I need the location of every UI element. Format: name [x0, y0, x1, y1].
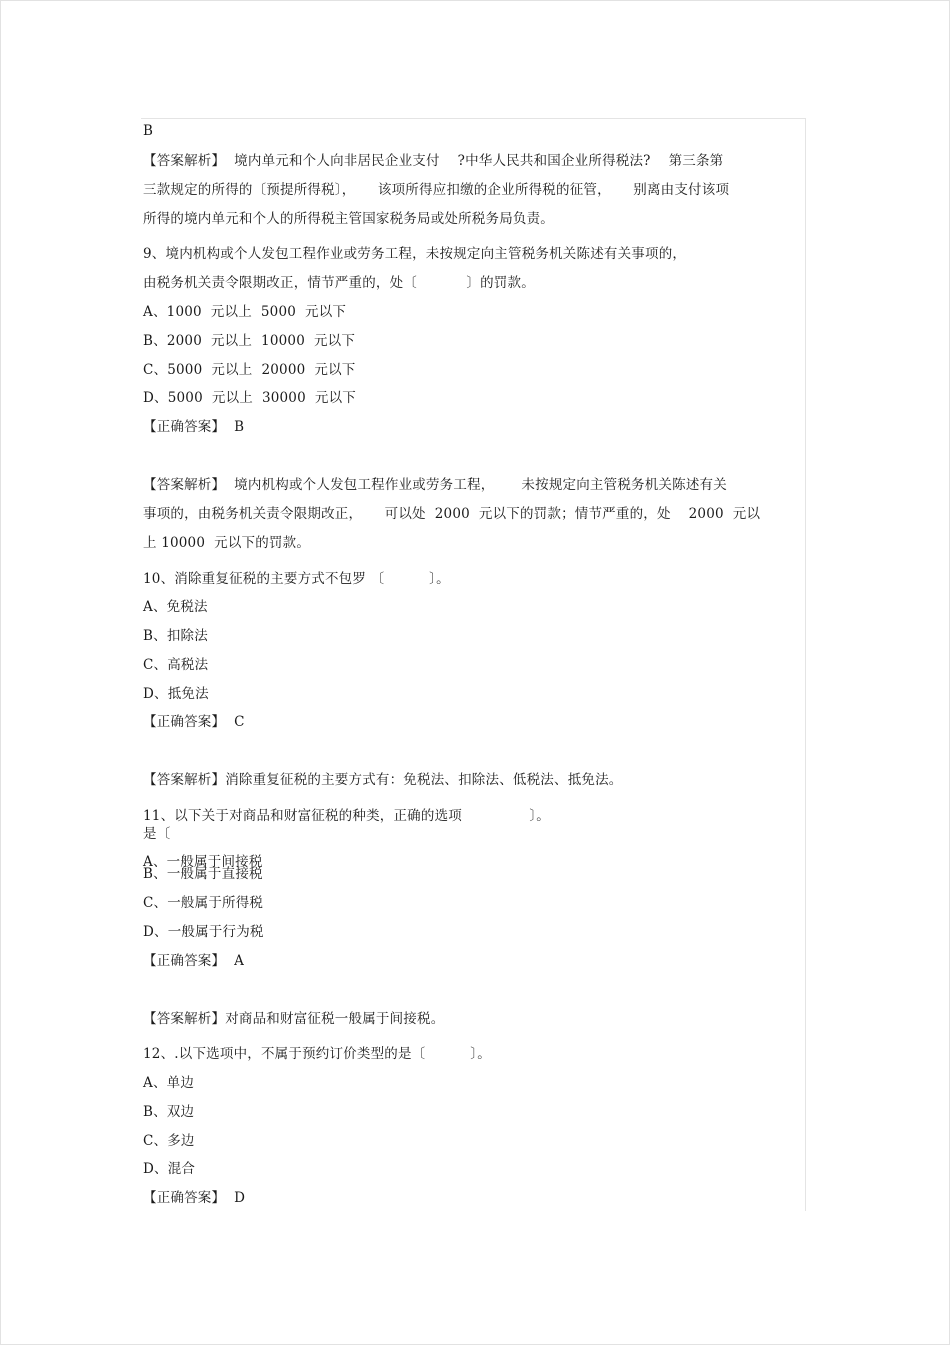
question-9-line-2: 由税务机关责令限期改正，情节严重的，处〔 〕的罚款。: [143, 275, 535, 291]
question-10-option-b: B、扣除法: [143, 628, 208, 644]
explanation-10: 【答案解析】消除重复征税的主要方式有：免税法、扣除法、低税法、抵免法。: [143, 772, 623, 788]
question-11-option-d: D、一般属于行为税: [143, 924, 264, 940]
question-9-option-d: D、5000 元以上 30000 元以下: [143, 390, 356, 406]
question-10-option-d: D、抵免法: [143, 686, 209, 702]
question-10: 10、消除重复征税的主要方式不包罗 〔 〕。: [143, 571, 450, 587]
question-11-option-b: B、一般属于直接税: [143, 866, 263, 882]
question-9-option-a: A、1000 元以上 5000 元以下: [143, 304, 347, 320]
question-11-line-1: 11、以下关于对商品和财富征税的种类，正确的选项 〕。: [143, 808, 550, 824]
question-12-option-c: C、多边: [143, 1133, 195, 1149]
explanation-8-line-1: 【答案解析】 境内单元和个人向非居民企业支付 ?中华人民共和国企业所得税法? 第三条第: [143, 153, 724, 169]
question-11-option-c: C、一般属于所得税: [143, 895, 264, 911]
explanation-8-line-2: 三款规定的所得的〔预提所得税〕， 该项所得应扣缴的企业所得税的征管， 别离由支付该项: [143, 182, 730, 198]
explanation-9-line-3: 上 10000 元以下的罚款。: [143, 535, 311, 551]
question-9-option-b: B、2000 元以上 10000 元以下: [143, 333, 356, 349]
question-12-option-d: D、混合: [143, 1161, 196, 1177]
question-9-option-c: C、5000 元以上 20000 元以下: [143, 362, 356, 378]
question-10-option-a: A、免税法: [143, 599, 208, 615]
question-9-line-1: 9、境内机构或个人发包工程作业或劳务工程，未按规定向主管税务机关陈述有关事项的，: [143, 246, 687, 262]
previous-answer-letter: B: [143, 123, 154, 139]
question-10-option-c: C、高税法: [143, 657, 209, 673]
question-11-correct-answer: 【正确答案】 A: [143, 953, 245, 969]
explanation-8-line-3: 所得的境内单元和个人的所得税主管国家税务局或处所税务局负责。: [143, 211, 554, 227]
question-12-correct-answer: 【正确答案】 D: [143, 1190, 246, 1206]
question-11-line-2: 是〔: [143, 826, 171, 842]
explanation-11: 【答案解析】对商品和财富征税一般属于间接税。: [143, 1011, 445, 1027]
explanation-9-line-1: 【答案解析】 境内机构或个人发包工程作业或劳务工程， 未按规定向主管税务机关陈述有关: [143, 477, 727, 493]
question-12-option-a: A、单边: [143, 1075, 195, 1091]
question-12: 12、.以下选项中，不属于预约订价类型的是〔 〕。: [143, 1046, 491, 1062]
question-11-option-a: A、一般属于间接税: [143, 854, 263, 870]
question-12-option-b: B、双边: [143, 1104, 195, 1120]
explanation-9-line-2: 事项的，由税务机关责令限期改正， 可以处 2000 元以下的罚款；情节严重的，处 2000 元以: [143, 506, 761, 522]
question-9-correct-answer: 【正确答案】 B: [143, 419, 245, 435]
question-10-correct-answer: 【正确答案】 C: [143, 714, 245, 730]
